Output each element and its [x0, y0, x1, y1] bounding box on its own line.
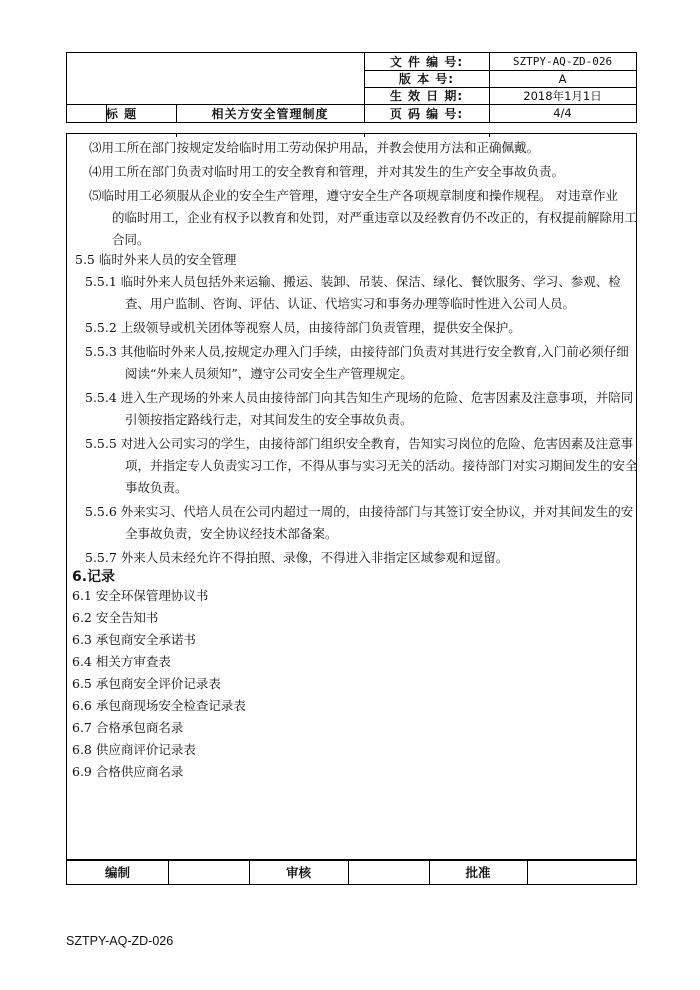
title-value: 相关方安全管理制度: [211, 106, 329, 121]
paragraph-line: 5.5.1 临时外来人员包括外来运输、搬运、装卸、吊装、保洁、绿化、餐饮服务、学习、参观、检: [85, 274, 621, 289]
reviewed-by-value: [348, 860, 429, 884]
approved-by-label: 批准: [465, 865, 491, 880]
document-code-footer: SZTPY-AQ-ZD-026: [66, 934, 174, 948]
compiled-by-label: 编制: [104, 865, 130, 880]
section-6-title: 6.记录: [72, 569, 116, 585]
paragraph-line: 引领按指定路线行走，对其间发生的安全事故负责。: [125, 412, 413, 427]
paragraph-line: 5.5.2 上级领导或机关团体等视察人员，由接待部门负责管理，提供安全保护。: [85, 320, 521, 335]
paragraph-line: ⑷用工所在部门负责对临时用工的安全教育和管理，并对其发生的生产安全事故负责。: [89, 164, 565, 179]
record-item: 6.3 承包商安全承诺书: [72, 632, 196, 647]
paragraph-line: 项，并指定专人负责实习工作，不得从事与实习无关的活动。接待部门对实习期间发生的安全: [125, 458, 638, 473]
paragraph-line: 5.5.6 外来实习、代培人员在公司内超过一周的，由接待部门与其签订安全协议，并对其间发生的安: [85, 504, 634, 519]
record-item: 6.7 合格承包商名录: [72, 720, 184, 735]
doc-number-value: SZTPY-AQ-ZD-026: [512, 55, 613, 68]
record-item: 6.5 承包商安全评价记录表: [72, 676, 221, 691]
approved-by-value: [527, 860, 636, 884]
paragraph-line: ⑸临时用工必须服从企业的安全生产管理，遵守安全生产各项规章制度和操作规程。 对违章作业: [89, 188, 618, 203]
effective-date-label: 生 效 日 期:: [389, 89, 464, 103]
section-heading: 5.5 临时外来人员的安全管理: [75, 252, 237, 267]
paragraph-line: 5.5.3 其他临时外来人员,按规定办理入门手续，由接待部门负责对其进行安全教育,入门前必须仔细: [85, 344, 629, 359]
record-item: 6.2 安全告知书: [72, 610, 159, 625]
paragraph-line: 合同。: [112, 232, 150, 247]
paragraph-line: ⑶用工所在部门按规定发给临时用工劳动保护用品，并教会使用方法和正确佩戴。: [89, 140, 540, 155]
paragraph-line: 5.5.4 进入生产现场的外来人员由接待部门向其告知生产现场的危险、危害因素及注意事项，并陪同: [85, 390, 634, 405]
version-label: 版 本 号:: [398, 72, 455, 86]
page-number-label: 页 码 编 号:: [389, 106, 464, 121]
record-item: 6.6 承包商现场安全检查记录表: [72, 698, 246, 713]
compiled-by-value: [168, 860, 249, 884]
paragraph-line: 的临时用工，企业有权予以教育和处罚，对严重违章以及经教育仍不改正的，有权提前解除用工: [112, 210, 638, 225]
paragraph-line: 5.5.5 对进入公司实习的学生，由接待部门组织安全教育，告知实习岗位的危险、危害因素及注意事: [85, 436, 634, 451]
signoff-table: [66, 859, 637, 885]
content-frame: [66, 133, 637, 861]
version-value: A: [558, 71, 567, 86]
paragraph-line: 全事故负责，安全协议经技术部备案。: [125, 526, 338, 541]
reviewed-by-label: 审核: [285, 865, 311, 880]
record-item: 6.4 相关方审查表: [72, 654, 171, 669]
paragraph-line: 阅读“外来人员须知”，遵守公司安全生产管理规定。: [125, 366, 413, 381]
record-item: 6.9 合格供应商名录: [72, 764, 184, 779]
paragraph-line: 事故负责。: [125, 480, 188, 495]
record-item: 6.8 供应商评价记录表: [72, 742, 196, 757]
effective-date-value: 2018年1月1日: [523, 88, 602, 103]
document-header: [66, 52, 637, 123]
paragraph-line: 5.5.7 外来人员未经允许不得拍照、录像，不得进入非指定区域参观和逗留。: [85, 550, 509, 565]
paragraph-line: 查、用户监制、咨询、评估、认证、代培实习和事务办理等临时性进入公司人员。: [125, 296, 576, 311]
doc-number-label: 文 件 编 号:: [389, 55, 464, 69]
record-item: 6.1 安全环保管理协议书: [72, 588, 209, 603]
page-number-value: 4/4: [553, 106, 572, 120]
title-label: 标 题: [105, 106, 138, 121]
